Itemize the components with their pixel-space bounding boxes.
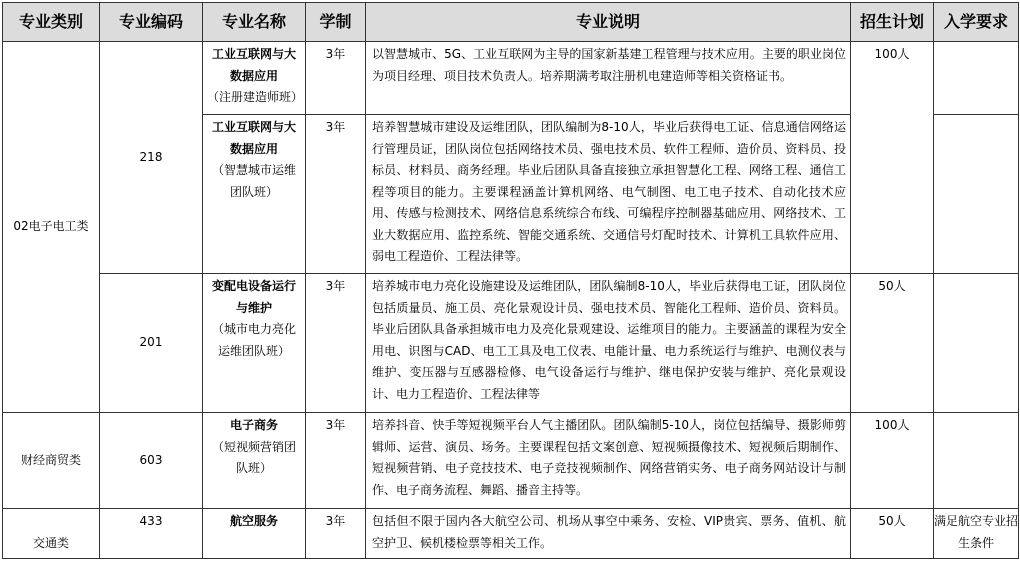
requirement-cell: 满足航空专业招生条件 (934, 509, 1019, 559)
quota-cell: 50人 (851, 274, 934, 413)
description-cell: 包括但不限于国内各大航空公司、机场从事空中乘务、安检、VIP贵宾、票务、值机、航空护卫、候机楼检票等相关工作。 (366, 509, 851, 559)
requirement-cell (934, 115, 1019, 274)
duration-cell: 3年 (306, 509, 366, 559)
program-name-cell (203, 413, 306, 509)
program-name-cell (203, 42, 306, 115)
code-cell: 433 (100, 509, 203, 559)
admissions-table (2, 2, 1019, 559)
header-category: 专业类别 (3, 3, 100, 42)
quota-cell: 100人 (851, 413, 934, 509)
program-name: 工业互联网与大数据应用 (211, 120, 296, 156)
requirement-cell (934, 274, 1019, 413)
header-requirement: 入学要求 (934, 3, 1019, 42)
header-quota: 招生计划 (851, 3, 934, 42)
category-cell: 交通类 (3, 509, 100, 559)
duration-cell: 3年 (306, 115, 366, 274)
table-row (3, 413, 1019, 509)
header-row (3, 3, 1019, 42)
table-row (3, 509, 1019, 559)
header-description: 专业说明 (366, 3, 851, 42)
program-class: （城市电力亮化运维团队班） (211, 322, 296, 358)
header-duration: 学制 (306, 3, 366, 42)
program-class: （智慧城市运维团队班） (211, 163, 296, 199)
header-code: 专业编码 (100, 3, 203, 42)
header-name: 专业名称 (203, 3, 306, 42)
description-cell: 培养抖音、快手等短视频平台人气主播团队。团队编制5-10人，岗位包括编导、摄影师剪辑师、运营、演员、场务。主要课程包括文案创意、短视频摄像技术、短视频后期制作、短视频营销、电子竞技技术、电子竞技视频制作、网络营销实务、电子商务网站设计与制作、电子商务流程、舞蹈、播音主持等。 (366, 413, 851, 509)
program-name: 变配电设备运行与维护 (211, 279, 296, 315)
code-cell: 603 (100, 413, 203, 509)
requirement-cell (934, 42, 1019, 115)
duration-cell: 3年 (306, 42, 366, 115)
program-class: （注册建造师班） (207, 90, 304, 104)
program-name-cell (203, 509, 306, 559)
description-cell: 培养智慧城市建设及运维团队，团队编制为8-10人，毕业后获得电工证、信息通信网络运行管理员证，团队岗位包括网络技术员、强电技术员、软件工程师、造价员、资料员、投标员、材料员、商务经理。毕业后团队具备直接独立承担智慧化工程、网络工程、通信工程等项目的能力。主要课程涵盖计算机网络、电气制图、电工电子技术、自动化技术应用、传感与检测技术、网络信息系统综合布线、可编程序控制器基础应用、网络技术、工业大数据应用、监控系统、智能交通系统、交通信号灯配时技术、计算机工具软件应用、弱电工程造价、工程法律等。 (366, 115, 851, 274)
program-name: 电子商务 (229, 418, 278, 432)
program-name-cell (203, 115, 306, 274)
duration-cell: 3年 (306, 274, 366, 413)
category-cell: 02电子电工类 (3, 42, 100, 413)
program-name-cell (203, 274, 306, 413)
quota-cell: 50人 (851, 509, 934, 559)
program-class: （短视频营销团队班） (211, 439, 296, 475)
program-name: 航空服务 (229, 514, 278, 528)
description-cell: 以智慧城市、5G、工业互联网为主导的国家新基建工程管理与技术应用。主要的职业岗位为项目经理、项目技术负责人。培养期满考取注册机电建造师等相关资格证书。 (366, 42, 851, 115)
table-row (3, 274, 1019, 413)
duration-cell: 3年 (306, 413, 366, 509)
code-cell: 201 (100, 274, 203, 413)
description-cell: 培养城市电力亮化设施建设及运维团队，团队编制8-10人，毕业后获得电工证，团队岗位包括质量员、施工员、亮化景观设计员、强电技术员、智能化工程师、造价员、资料员。毕业后团队具备承担城市电力及亮化景观建设、运维项目的能力。主要涵盖的课程为安全用电、识图与CAD、电工工具及电工仪表、电能计量、电力系统运行与维护、电测仪表与维护、变压器与互感器检修、电气设备运行与维护、继电保护安装与维护、亮化景观设计、电力工程造价、工程法律等 (366, 274, 851, 413)
requirement-cell (934, 413, 1019, 509)
category-cell: 财经商贸类 (3, 413, 100, 509)
program-name: 工业互联网与大数据应用 (211, 47, 296, 83)
code-cell: 218 (100, 42, 203, 274)
table-row (3, 42, 1019, 115)
quota-cell: 100人 (851, 42, 934, 274)
